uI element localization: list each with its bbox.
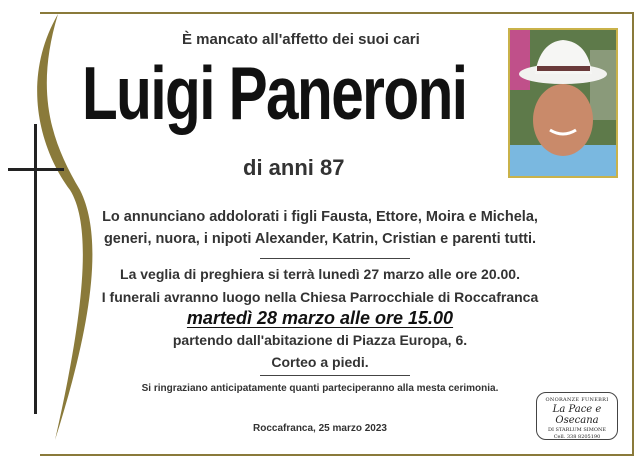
logo-name: La Pace e Osecana	[552, 404, 602, 426]
vigil-text: La veglia di preghiera si terrà lunedì 27 marzo alle ore 20.00.	[120, 266, 520, 282]
logo-top: ONORANZE FUNEBRI	[545, 397, 609, 403]
intro-text: È mancato all'affetto dei suoi cari	[182, 31, 420, 48]
funeral-home-logo	[536, 392, 618, 440]
announcement	[100, 206, 540, 250]
announcement-line: generi, nuora, i nipoti Alexander, Katrin, Cristian e parenti tutti.	[103, 231, 537, 247]
funeral-text: I funerali avranno luogo nella Chiesa Parrocchiale di Roccafranca	[101, 289, 539, 305]
thanks-text: Si ringraziano anticipatamente quanti parteciperanno alla mesta cerimonia.	[141, 383, 499, 394]
cross-icon-bar	[8, 168, 64, 171]
procession-text: Corteo a piedi.	[271, 354, 369, 370]
deceased-age: di anni 87	[243, 155, 345, 180]
departure-text: partendo dall'abitazione di Piazza Europa, 6.	[172, 332, 468, 348]
logo-bottom: DI STARLUM SIMONE	[547, 427, 607, 433]
funeral-datetime: martedì 28 marzo alle ore 15.00	[186, 308, 454, 328]
portrait-photo	[508, 28, 618, 178]
logo-phone: Cell. 338 8205190	[553, 434, 601, 440]
deceased-name: Luigi Paneroni	[82, 51, 467, 135]
announcement-line: Lo annunciano addolorati i figli Fausta, Ettore, Moira e Michela,	[102, 209, 538, 225]
divider	[260, 375, 410, 376]
place-date: Roccafranca, 25 marzo 2023	[253, 423, 387, 434]
divider	[260, 258, 410, 259]
